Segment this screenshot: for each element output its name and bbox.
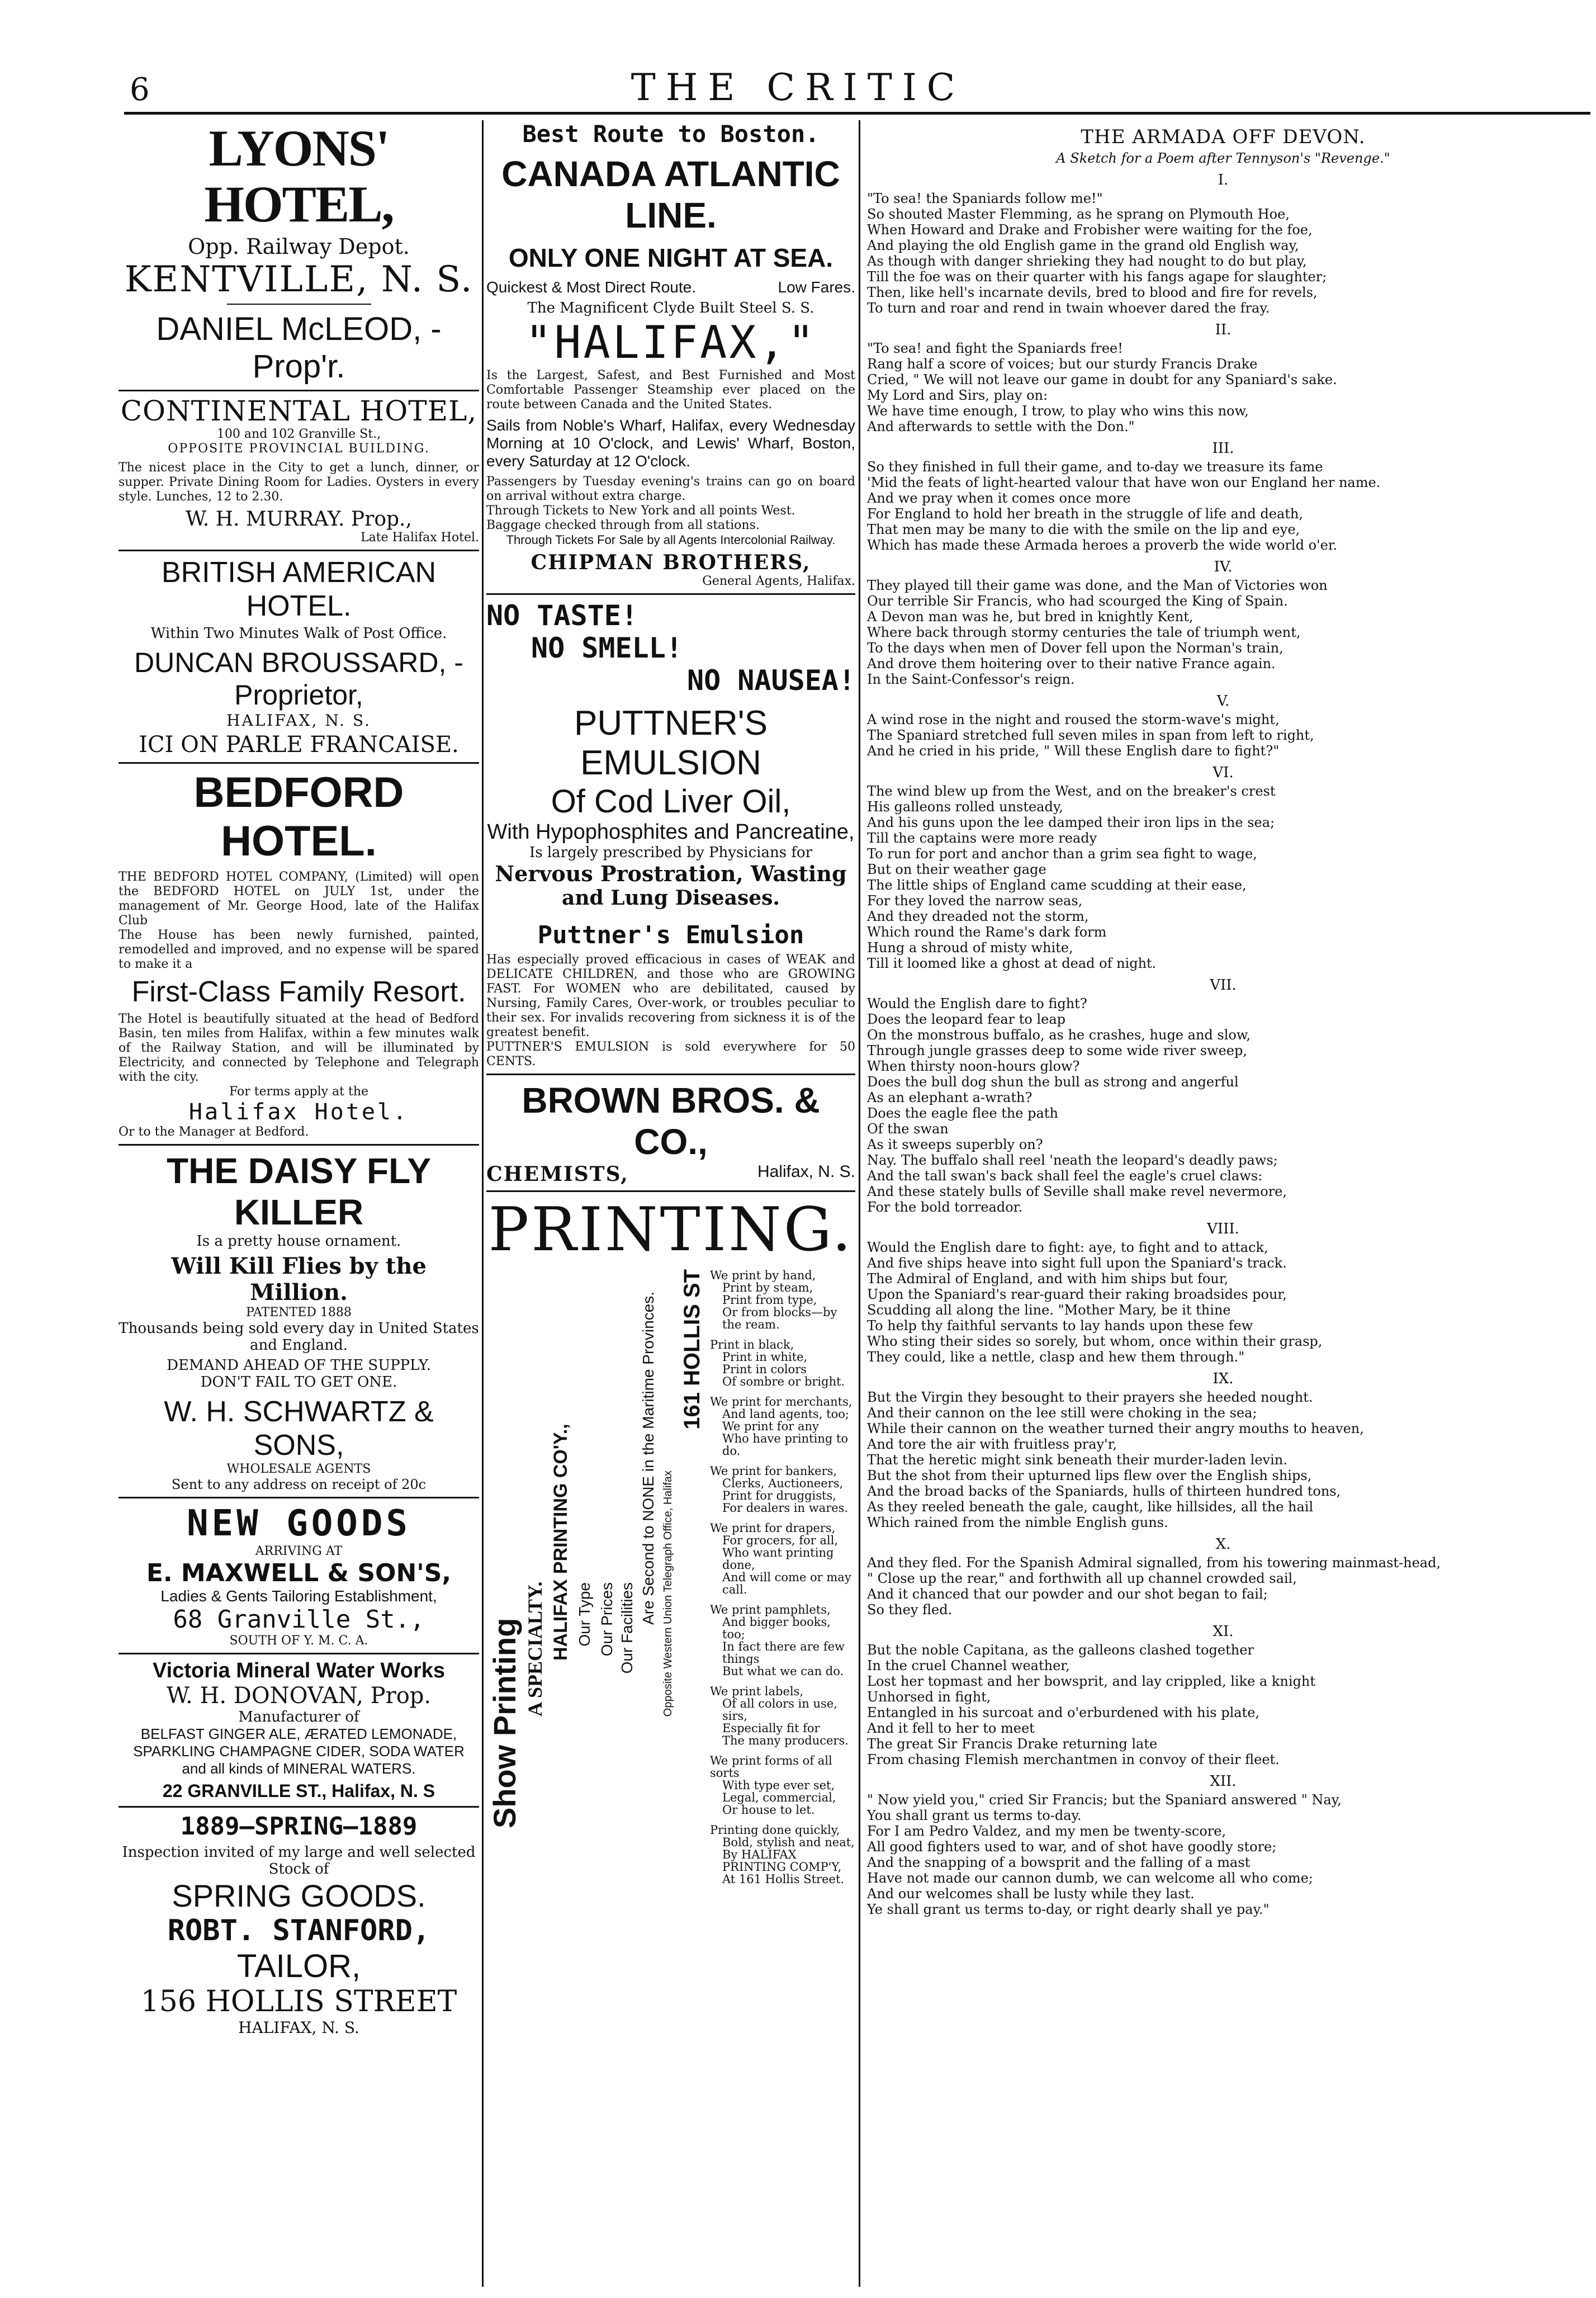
ad-text: HALIFAX, N. S.	[226, 711, 371, 730]
stanza-number: X.	[1215, 1536, 1231, 1553]
ad-text: For terms apply at the	[229, 1085, 369, 1099]
ad-title: NO SMELL!	[531, 632, 683, 664]
vertical-column	[486, 1269, 520, 1990]
poem-line: Which round the Rame's dark form	[867, 924, 1107, 940]
ad-title: CANADA ATLANTIC LINE.	[501, 154, 840, 235]
ad-subtitle: 156 HOLLIS STREET	[140, 1985, 457, 2018]
poem-line: Rang half a score of voices; but our sturdy Francis Drake	[867, 356, 1258, 372]
poem-line: Lost her topmast and her bowsprit, and lay crippled, like a knight	[867, 1673, 1316, 1689]
poem-line: As an elephant a-wrath?	[867, 1090, 1033, 1105]
poem-line: And their cannon on the lee still were choking in the sea;	[867, 1405, 1257, 1421]
ad-text: Or to the Manager at Bedford.	[119, 1125, 309, 1139]
ad-subtitle: 22 GRANVILLE ST., Halifax, N. S	[162, 1781, 435, 1801]
ad-text: DEMAND AHEAD OF THE SUPPLY.	[167, 1357, 431, 1374]
ad-vertical-text: Our Prices	[598, 1582, 615, 1657]
poem-line: When thirsty noon-hours glow?	[867, 1058, 1080, 1074]
poem-line: A wind rose in the night and roused the storm-wave's might,	[867, 712, 1280, 727]
poem-line: So they fled.	[867, 1602, 953, 1618]
poem-line: And drove them hoitering over to their native France again.	[867, 656, 1276, 672]
poem-line: Till the foe was on their quarter with his fangs agape for slaughter;	[867, 269, 1327, 285]
ad-subtitle: ROBT. STANFORD,	[167, 1914, 430, 1947]
poem-line: That men may be many to die with the smile on the lip and eye,	[867, 522, 1300, 537]
ad-title: BRITISH AMERICAN HOTEL.	[161, 556, 437, 622]
ad-text: Low Fares.	[778, 278, 855, 296]
poem-line: You shall grant us terms to-day.	[867, 1808, 1082, 1823]
verse-line: We print by hand,	[710, 1269, 816, 1282]
ad-text: Is a pretty house ornament.	[196, 1233, 401, 1250]
poem-line: For they loved the narrow seas,	[867, 893, 1083, 909]
verse-line: At 161 Hollis Street.	[722, 1873, 845, 1886]
poem-line: Have not made our cannon dumb, we can welcome all who come;	[867, 1870, 1313, 1886]
poem-line: So they finished in full their game, and to-day we treasure its fame	[867, 459, 1323, 475]
ad-text: 100 and 102 Granville St.,	[216, 427, 381, 441]
verse-line: Especially fit for	[722, 1722, 820, 1735]
stanza-number: VIII.	[1207, 1221, 1239, 1237]
ad-vertical-text: Our Type	[576, 1582, 593, 1647]
poem-line: And these stately bulls of Seville shall make revel nevermore,	[867, 1184, 1287, 1199]
ad-text: The nicest place in the City to get a lunch, dinner, or supper. Private Dining Room for Ladies. Oysters in every style. Lunches, 12 to 2.30.	[119, 461, 479, 504]
stanza-number: III.	[1212, 440, 1234, 457]
poem-line: Ye shall grant us terms to-day, or right dearly shall ye pay."	[867, 1902, 1270, 1917]
poem-line: To run for port and anchor than a grim sea fight to wage,	[867, 846, 1257, 862]
ad-subtitle: With Hypophosphites and Pancreatine,	[487, 820, 855, 844]
poem-line: For England to hold her breath in the struggle of life and death,	[867, 506, 1304, 522]
vertical-column	[576, 1269, 598, 1990]
ad-title: 1889—SPRING—1889	[180, 1812, 418, 1841]
ad-title: "HALIFAX,"	[525, 316, 817, 368]
ad-text: Through Tickets For Sale by all Agents Intercolonial Railway.	[506, 533, 836, 547]
ad-text: ARRIVING AT	[255, 1544, 343, 1558]
ad-text: CHEMISTS,	[486, 1162, 629, 1186]
column-rule	[482, 120, 484, 2287]
ad-vertical-text: Show Printing	[487, 1618, 522, 1828]
verse-line: Bold, stylish and neat,	[722, 1836, 855, 1849]
verse-line: For dealers in wares.	[722, 1501, 849, 1515]
stanza-number: II.	[1215, 321, 1232, 338]
poem-line: Of the swan	[867, 1121, 949, 1137]
ad-text: THE BEDFORD HOTEL COMPANY, (Limited) will open the BEDFORD HOTEL on JULY 1st, under the management of Mr. George Hood, late of the Halifax Club	[119, 870, 479, 928]
verse-line: Print from type,	[722, 1293, 817, 1307]
ad-text: DON'T FAIL TO GET ONE.	[200, 1374, 397, 1391]
column-right	[863, 120, 1584, 2292]
poem-line: They could, like a nettle, clasp and hew them through."	[867, 1349, 1245, 1365]
poem-line: Would the English dare to fight: aye, to fight and to attack,	[867, 1240, 1268, 1255]
ad-text: Sent to any address on receipt of 20c	[171, 1477, 427, 1492]
poem-line: 'Mid the feats of light-hearted valour that have won our England her name.	[867, 475, 1381, 490]
poem-line: And our welcomes shall be lusty while they last.	[867, 1886, 1195, 1902]
ad-title: Best Route to Boston.	[522, 120, 820, 148]
verse-line: Print in white,	[722, 1350, 808, 1364]
poem-line: The Admiral of England, and with him ships but four,	[867, 1271, 1229, 1287]
poem-line: But the shot from their upturned lips flew over the English ships,	[867, 1468, 1312, 1483]
verse-line: Print in black,	[710, 1338, 794, 1351]
poem-line: On the monstrous buffalo, as he crashes, huge and slow,	[867, 1027, 1251, 1043]
verse-line: We print for any	[722, 1420, 819, 1433]
vertical-column	[662, 1269, 679, 1990]
ad-vertical-text: A SPECIALTY.	[524, 1581, 546, 1717]
vertical-column	[598, 1269, 618, 1990]
ad-british-american-hotel	[119, 551, 479, 764]
poem-stanza	[867, 764, 1579, 971]
verse-line: Print for druggists,	[722, 1489, 836, 1502]
stanza-number: V.	[1216, 693, 1230, 710]
poem-line: And they dreaded not the storm,	[867, 909, 1089, 924]
poem-line: That the heretic might sink beneath their murder-laden levin.	[867, 1452, 1287, 1468]
ad-title: NO TASTE!	[486, 599, 638, 632]
ad-subtitle: E. MAXWELL & SON'S,	[146, 1559, 452, 1587]
poem-line: And the tall swan's back shall feel the eagle's cruel claws:	[867, 1168, 1263, 1184]
divider	[227, 304, 371, 305]
ad-subtitle: DUNCAN BROUSSARD, - Proprietor,	[134, 647, 463, 711]
ad-text: Opp. Railway Depot.	[188, 234, 410, 259]
route-row	[486, 278, 855, 296]
poem-line: And the snapping of a bowsprit and the falling of a mast	[867, 1855, 1251, 1870]
column-middle	[486, 120, 855, 2292]
verse-line: We print forms of all sorts	[710, 1754, 832, 1780]
page-number: 6	[130, 72, 150, 108]
ad-subtitle: W. H. MURRAY. Prop.,	[186, 508, 412, 531]
ad-text: and all kinds of MINERAL WATERS.	[182, 1760, 416, 1777]
ad-text: General Agents, Halifax.	[702, 574, 855, 588]
header-rule	[124, 112, 1590, 115]
poem-line: But the Virgin they besought to their prayers she heeded nought.	[867, 1389, 1313, 1405]
poem-line: When Howard and Drake and Frobisher were waiting for the foe,	[867, 222, 1313, 238]
verse-line: We print for bankers,	[710, 1464, 837, 1478]
vertical-column	[523, 1269, 548, 1990]
ad-text: Thousands being sold every day in United States and England.	[119, 1320, 479, 1354]
poem-line: The little ships of England came scudding at their ease,	[867, 877, 1247, 893]
vertical-column	[618, 1269, 638, 1990]
poem-stanza	[867, 693, 1579, 759]
poem-line: In the Saint-Confessor's reign.	[867, 672, 1075, 687]
poem-line: Does the leopard fear to leap	[867, 1011, 1066, 1027]
vertical-column	[680, 1269, 704, 1990]
poem-line: Cried, " We will not leave our game in doubt for any Spaniard's sake.	[867, 372, 1337, 387]
stanza-number: I.	[1218, 172, 1229, 188]
poem-line: His galleons rolled unsteady,	[867, 799, 1063, 815]
poem-line: And they fled. For the Spanish Admiral signalled, from his towering mainmast-head,	[867, 1555, 1441, 1571]
poem-stanza	[867, 172, 1579, 316]
stanza-number: IX.	[1213, 1370, 1234, 1387]
poem-line: Till the captains were more ready	[867, 830, 1097, 846]
ad-text: KENTVILLE, N. S.	[124, 259, 473, 300]
poem-line: To turn and roar and rend in twain whoever dared the fray.	[867, 300, 1270, 316]
printing-verse-list	[710, 1269, 855, 1885]
poem-line: The great Sir Francis Drake returning late	[867, 1736, 1158, 1752]
poem-line: "To sea! the Spaniards follow me!"	[867, 191, 1103, 206]
ad-text: PATENTED 1888	[246, 1306, 352, 1320]
ad-text: ICI ON PARLE FRANCAISE.	[139, 732, 459, 758]
ad-text: The Magnificent Clyde Built Steel S. S.	[527, 300, 814, 316]
poem-line: And tore the air with fruitless pray'r,	[867, 1436, 1117, 1452]
poem-line: And it fell to her to meet	[867, 1720, 1035, 1736]
ad-title: CONTINENTAL HOTEL,	[120, 395, 477, 427]
ad-text: Quickest & Most Direct Route.	[486, 278, 697, 296]
poem-line: As it sweeps superbly on?	[867, 1137, 1043, 1152]
verse-line: With type ever set,	[722, 1779, 835, 1792]
poem-stanza	[867, 1623, 1579, 1767]
stanza-number: VII.	[1210, 977, 1237, 994]
poem-line: Through jungle grasses deep to some wide river sweep,	[867, 1043, 1247, 1058]
ad-subtitle: Will Kill Flies by the Million.	[171, 1253, 427, 1306]
stanza-number: VI.	[1213, 764, 1234, 781]
ad-vertical-text: Opposite Western Union Telegraph Office, Halifax	[662, 1470, 674, 1717]
ad-text: Baggage checked through from all stations.	[486, 518, 760, 532]
poem-line: Nay. The buffalo shall reel 'neath the leopard's deadly paws;	[867, 1152, 1278, 1168]
poem-line: And we pray when it comes once more	[867, 490, 1131, 506]
ad-subtitle: Nervous Prostration, Wasting	[495, 861, 847, 886]
poem-line: And his guns upon the lee damped their iron lips in the sea;	[867, 815, 1275, 830]
verse-line: Print by steam,	[722, 1281, 813, 1294]
ad-text: Passengers by Tuesday evening's trains can go on board on arrival without extra charge.	[486, 475, 855, 503]
poem-stanza	[867, 440, 1579, 553]
poem-line: And afterwards to settle with the Don."	[867, 419, 1135, 434]
verse-line: Of sombre or bright.	[722, 1375, 845, 1388]
poem-line: " Now yield you," cried Sir Francis; but the Spaniard answered " Nay,	[867, 1792, 1342, 1808]
poem-line: And five ships heave into sight full upon the Spaniard's track.	[867, 1255, 1287, 1271]
ad-subtitle: W. H. DONOVAN, Prop.	[166, 1683, 432, 1709]
ad-subtitle: SPRING GOODS.	[172, 1878, 426, 1913]
poem-line: Scudding all along the line. "Mother Mary, be it thine	[867, 1302, 1231, 1318]
verse-line: We print for drapers,	[710, 1521, 836, 1535]
verse-line: Or house to let.	[722, 1803, 815, 1817]
verse-line: In fact there are few things	[722, 1640, 845, 1666]
ad-subtitle: Puttner's Emulsion	[537, 921, 804, 949]
ad-spring-goods	[119, 1808, 479, 2041]
ad-subtitle: W. H. SCHWARTZ & SONS,	[164, 1396, 434, 1462]
poem-line: From chasing Flemish merchantmen in convoy of their fleet.	[867, 1752, 1280, 1767]
ad-subtitle: TAILOR,	[236, 1948, 361, 1984]
ad-text: WHOLESALE AGENTS	[226, 1462, 371, 1476]
brown-row	[486, 1162, 855, 1186]
poem-line: For the bold torreador.	[867, 1199, 1023, 1215]
ad-halifax-printing	[486, 1192, 855, 1996]
poem-line: To the days when men of Dover fell upon the Norman's train,	[867, 640, 1284, 656]
verse-line: Of all colors in use, sirs,	[722, 1697, 837, 1723]
verse-line: And will come or may call.	[722, 1571, 851, 1596]
ad-lyons-hotel	[119, 120, 479, 391]
verse-line: By HALIFAX PRINTING COMP'Y,	[722, 1848, 842, 1874]
poem-line: We have time enough, I trow, to play who wins this now,	[867, 403, 1249, 419]
poem-line: So shouted Master Flemming, as he sprang on Plymouth Hoe,	[867, 206, 1290, 222]
poem-line: But on their weather gage	[867, 862, 1046, 877]
ad-text: Within Two Minutes Walk of Post Office.	[150, 625, 447, 642]
ad-vertical-text: 161 HOLLIS ST	[680, 1269, 704, 1430]
vertical-column	[640, 1269, 660, 1990]
poem-line: Then, like hell's incarnate devils, bred to blood and fire for revels,	[867, 285, 1318, 300]
poem-line: Does the bull dog shun the bull as strong and angerful	[867, 1074, 1239, 1090]
ad-subtitle: First-Class Family Resort.	[131, 976, 466, 1008]
poem-line: Entangled in his surcoat and o'erburdened with his plate,	[867, 1705, 1260, 1720]
ad-new-goods	[119, 1498, 479, 1654]
ad-vertical-text: Our Facilities	[618, 1582, 636, 1674]
poem-line: Where back through stormy centuries the tale of triumph went,	[867, 625, 1301, 640]
verse-line: Clerks, Auctioneers,	[722, 1477, 844, 1490]
poem-stanza	[867, 1536, 1579, 1618]
poem-line: Does the eagle flee the path	[867, 1105, 1058, 1121]
poem-line: And he cried in his pride, " Will these English dare to fight?"	[867, 743, 1280, 759]
verse-line: For grocers, for all,	[722, 1534, 839, 1547]
verse-line: But what we can do.	[722, 1665, 844, 1678]
ad-title: THE DAISY FLY KILLER	[167, 1151, 431, 1232]
ad-title: NEW GOODS	[187, 1503, 411, 1544]
poem-line: My Lord and Sirs, play on:	[867, 387, 1048, 403]
column-left	[119, 120, 479, 2292]
ad-bedford-hotel	[119, 764, 479, 1146]
ad-subtitle: DANIEL McLEOD, - Prop'r.	[156, 311, 442, 385]
ad-brown-bros	[486, 1075, 855, 1192]
ad-text: Through Tickets to New York and all points West.	[486, 504, 795, 518]
poem-line: Which has made these Armada heroes a proverb the wide world o'er.	[867, 537, 1338, 553]
ad-subtitle: 68 Granville St.,	[173, 1605, 425, 1634]
ad-text: Manufacturer of	[238, 1709, 359, 1725]
poem-line: While their cannon on the weather turned their angry mouths to heaven,	[867, 1421, 1364, 1436]
poem-line: Our terrible Sir Francis, who had scourged the King of Spain.	[867, 593, 1288, 609]
verse-line: Legal, commercial,	[722, 1791, 836, 1804]
poem-line: And the broad backs of the Spaniards, hulls of thirteen hundred tons,	[867, 1483, 1341, 1499]
ad-text: Inspection invited of my large and well selected Stock of	[122, 1844, 476, 1878]
ad-text: Halifax, N. S.	[757, 1162, 855, 1181]
ad-text: SPARKLING CHAMPAGNE CIDER, SODA WATER	[133, 1743, 465, 1760]
stanza-number: XI.	[1213, 1623, 1234, 1640]
verse-line: We print for merchants,	[710, 1395, 853, 1408]
stanza-number: XII.	[1210, 1773, 1237, 1790]
poem-line: " Close up the rear," and forthwith all up channel crowded sail,	[867, 1571, 1297, 1586]
ad-subtitle: Halifax Hotel.	[188, 1099, 409, 1125]
poem-line: But the noble Capitana, as the galleons clashed together	[867, 1642, 1254, 1658]
poem-line: Unhorsed in fight,	[867, 1689, 991, 1705]
printing-body	[486, 1269, 855, 1996]
ad-text: Has especially proved efficacious in cases of WEAK and DELICATE CHILDREN, and those who are GROWING FAST. For WOMEN who are debilitated, caused by Nursing, Family Cares, Over-work, or troubles peculiar to their sex. For invalids recovering from sickness it is of the greatest benefit.	[486, 953, 855, 1039]
poem-line: To help thy faithful servants to lay hands upon these few	[867, 1318, 1253, 1334]
verse-line: Or from blocks—by the ream.	[722, 1306, 837, 1331]
verse-line: Printing done quickly,	[710, 1823, 840, 1837]
poem-stanza	[867, 977, 1579, 1215]
ad-text: HALIFAX, N. S.	[238, 2018, 359, 2037]
poem-line: Who sting their sides so sorely, but whom, once within their grasp,	[867, 1334, 1323, 1349]
poem-line: And playing the old English game in the grand old English way,	[867, 238, 1299, 253]
ad-text: Is largely prescribed by Physicians for	[529, 844, 813, 861]
poem-line: In the cruel Channel weather,	[867, 1658, 1070, 1673]
poem-stanza	[867, 559, 1579, 687]
ad-text: Late Halifax Hotel.	[361, 531, 479, 545]
ad-text: PUTTNER'S EMULSION is sold everywhere for 50 CENTS.	[486, 1040, 855, 1068]
poem-line: For I am Pedro Valdez, and my men be twenty-score,	[867, 1823, 1226, 1839]
verse-line: Who want printing done,	[722, 1546, 834, 1572]
poem-line: Upon the Spaniard's rear-guard their raking broadsides pour,	[867, 1287, 1287, 1302]
column-rule	[859, 120, 860, 2287]
poem-line: As they reeled beneath the gale, caught, like hillsides, all the hail	[867, 1499, 1314, 1515]
ad-text: SOUTH OF Y. M. C. A.	[229, 1634, 368, 1648]
poem-title: THE ARMADA OFF DEVON.	[1081, 126, 1366, 148]
ad-victoria-mineral	[119, 1654, 479, 1808]
ad-canada-atlantic-line	[486, 120, 855, 595]
ad-title: BROWN BROS. & CO.,	[522, 1080, 820, 1162]
ad-daisy-fly-killer	[119, 1146, 479, 1498]
ad-subtitle: CHIPMAN BROTHERS,	[531, 551, 811, 574]
newspaper-title: THE CRITIC	[631, 66, 965, 109]
ad-text: The Hotel is beautifully situated at the head of Bedford Basin, ten miles from Halifax, within a few minutes walk of the Railway Station, and will be illuminated by Electricity, and connected by Telephone and Telegraph with the city.	[119, 1012, 479, 1084]
verse-line: Print in colors	[722, 1363, 807, 1376]
poem-body	[863, 172, 1584, 1917]
verse-line: Who have printing to do.	[722, 1432, 849, 1458]
poem-line: Would the English dare to fight?	[867, 996, 1087, 1011]
verse-line: And land agents, too;	[722, 1407, 849, 1421]
verse-line: We print labels,	[710, 1685, 804, 1698]
ad-continental-hotel	[119, 391, 479, 551]
poem-line: Which rained from the nimble English guns.	[867, 1515, 1168, 1530]
poem-line: Hung a shroud of misty white,	[867, 940, 1073, 956]
ad-title: Victoria Mineral Water Works	[152, 1659, 446, 1682]
ad-title: PUTTNER'S EMULSION	[574, 704, 768, 782]
vertical-column	[550, 1269, 574, 1990]
ad-vertical-text: HALIFAX PRINTING CO'Y.,	[550, 1424, 571, 1661]
ad-text: BELFAST GINGER ALE, ÆRATED LEMONADE,	[140, 1725, 457, 1742]
poem-line: Till it loomed like a ghost at dead of night.	[867, 956, 1157, 971]
ad-title: NO NAUSEA!	[686, 664, 855, 697]
ad-text: Sails from Noble's Wharf, Halifax, every Wednesday Morning at 10 O'clock, and Lewis' Wharf, Boston, every Saturday at 12 O'clock.	[486, 417, 855, 470]
ad-title: LYONS' HOTEL,	[204, 120, 394, 233]
ad-title: PRINTING.	[488, 1195, 854, 1265]
poem-stanza	[867, 1370, 1579, 1530]
poem-line: As though with danger shrieking they had nought to do but play,	[867, 253, 1307, 269]
poem-line: All good fighters used to war, and of shot have goodly store;	[867, 1839, 1277, 1855]
verse-line: The many producers.	[722, 1734, 849, 1747]
poem-line: A Devon man was he, but bred in knightly Kent,	[867, 609, 1194, 625]
ad-text: Ladies & Gents Tailoring Establishment,	[160, 1587, 437, 1605]
poem-stanza	[867, 1221, 1579, 1365]
ad-puttners-emulsion	[486, 595, 855, 1075]
ad-vertical-text: Are Second to NONE in the Maritime Provinces.	[640, 1292, 657, 1625]
stanza-number: IV.	[1214, 559, 1233, 575]
poem-line: "To sea! and fight the Spaniards free!	[867, 341, 1123, 356]
verse-line: And bigger books, too;	[722, 1615, 831, 1641]
verse-line: We print pamphlets,	[710, 1603, 831, 1616]
poem-stanza	[867, 321, 1579, 434]
poem-line: The wind blew up from the West, and on the breaker's crest	[867, 783, 1276, 799]
ad-title: BEDFORD HOTEL.	[193, 769, 404, 865]
ad-subtitle: ONLY ONE NIGHT AT SEA.	[508, 243, 833, 272]
ad-text: Is the Largest, Safest, and Best Furnished and Most Comfortable Passenger Steamship ever placed on the route between Canada and the United States.	[486, 368, 855, 412]
poem-line: They played till their game was done, and the Man of Victories won	[867, 578, 1328, 593]
poem-subtitle: A Sketch for a Poem after Tennyson's "Revenge."	[1056, 150, 1390, 166]
ad-subtitle: and Lung Diseases.	[562, 886, 780, 910]
poem-stanza	[867, 1773, 1579, 1917]
poem-line: And it chanced that our powder and our shot began to fail;	[867, 1586, 1268, 1602]
ad-text: The House has been newly furnished, painted, remodelled and improved, and no expense will be spared to make it a	[119, 928, 479, 971]
ad-subtitle: Of Cod Liver Oil,	[551, 783, 791, 820]
page-header	[0, 0, 1596, 117]
ad-text: OPPOSITE PROVINCIAL BUILDING.	[168, 442, 430, 456]
poem-line: The Spaniard stretched full seven miles in span from left to right,	[867, 727, 1314, 743]
